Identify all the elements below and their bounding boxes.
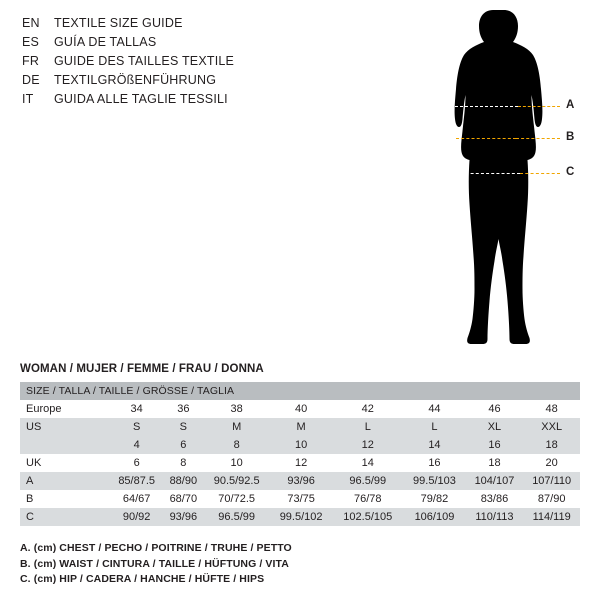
cell: 110/113 [466, 508, 524, 526]
cell: 107/110 [523, 472, 580, 490]
cell: 70/72.5 [203, 490, 270, 508]
cell: 90/92 [110, 508, 163, 526]
measure-label-a: A [566, 99, 575, 111]
cell: 93/96 [163, 508, 203, 526]
footnotes [20, 541, 580, 588]
title-row-it [22, 92, 322, 111]
measure-guide-b-body [456, 138, 516, 139]
cell: 79/82 [403, 490, 465, 508]
title-lang-en: EN [22, 16, 40, 30]
title-lang-it: IT [22, 92, 34, 106]
measure-guide-a-extend [518, 106, 560, 107]
cell: 44 [403, 400, 465, 418]
cell: 6 [110, 454, 163, 472]
figure-area [420, 8, 590, 378]
row-label: UK [20, 454, 110, 472]
cell: 68/70 [163, 490, 203, 508]
table-header-label: SIZE / TALLA / TAILLE / GRÖSSE / TAGLIA [20, 382, 580, 400]
table-row [20, 454, 580, 472]
row-label: A [20, 472, 110, 490]
cell: S [110, 418, 163, 436]
cell: XXL [523, 418, 580, 436]
row-label: US [20, 418, 110, 436]
title-row-en [22, 16, 322, 35]
cell: 76/78 [332, 490, 403, 508]
cell: 102.5/105 [332, 508, 403, 526]
title-row-es [22, 35, 322, 54]
cell: 10 [270, 436, 332, 454]
measure-guide-c-body [450, 173, 520, 174]
measure-guide-c-extend [520, 173, 560, 174]
cell: 83/86 [466, 490, 524, 508]
title-lang-de: DE [22, 73, 40, 87]
table-header-row [20, 382, 580, 400]
cell: 114/119 [523, 508, 580, 526]
cell: 8 [203, 436, 270, 454]
measure-label-b: B [566, 131, 575, 143]
title-row-fr [22, 54, 322, 73]
measure-guide-a-body [450, 106, 518, 107]
cell: 14 [332, 454, 403, 472]
cell: 48 [523, 400, 580, 418]
cell: XL [466, 418, 524, 436]
cell: 34 [110, 400, 163, 418]
cell: S [163, 418, 203, 436]
cell: M [270, 418, 332, 436]
title-lang-fr: FR [22, 54, 40, 68]
row-label: C [20, 508, 110, 526]
cell: 64/67 [110, 490, 163, 508]
cell: 106/109 [403, 508, 465, 526]
footnote-b: B. (cm) WAIST / CINTURA / TAILLE / HÜFTUNG / VITA [20, 557, 289, 570]
title-row-de [22, 73, 322, 92]
title-text-en: TEXTILE SIZE GUIDE [54, 16, 183, 30]
cell: 12 [332, 436, 403, 454]
row-label: Europe [20, 400, 110, 418]
footnote-a: A. (cm) CHEST / PECHO / POITRINE / TRUHE / PETTO [20, 542, 292, 554]
size-table [20, 382, 580, 526]
cell: 85/87.5 [110, 472, 163, 490]
row-label: B [20, 490, 110, 508]
cell: 4 [110, 436, 163, 454]
cell: 20 [523, 454, 580, 472]
female-silhouette-icon [438, 8, 548, 378]
cell: 104/107 [466, 472, 524, 490]
cell: 96.5/99 [203, 508, 270, 526]
cell: 14 [403, 436, 465, 454]
table-row [20, 400, 580, 418]
cell: 16 [466, 436, 524, 454]
title-block [22, 16, 322, 111]
cell: 18 [523, 436, 580, 454]
cell: 99.5/102 [270, 508, 332, 526]
title-text-de: TEXTILGRÖßENFÜHRUNG [54, 73, 217, 87]
footnote-c: C. (cm) HIP / CADERA / HANCHE / HÜFTE / HIPS [20, 573, 265, 585]
table-row [20, 418, 580, 436]
cell: 8 [163, 454, 203, 472]
table-row [20, 490, 580, 508]
cell: 87/90 [523, 490, 580, 508]
title-text-es: GUÍA DE TALLAS [54, 35, 157, 49]
row-label [20, 436, 110, 454]
group-label-woman: WOMAN / MUJER / FEMME / FRAU / DONNA [20, 363, 264, 375]
cell: 18 [466, 454, 524, 472]
cell: 96.5/99 [332, 472, 403, 490]
cell: 38 [203, 400, 270, 418]
cell: 6 [163, 436, 203, 454]
table-row [20, 508, 580, 526]
title-text-it: GUIDA ALLE TAGLIE TESSILI [54, 92, 228, 106]
table-row [20, 436, 580, 454]
cell: 73/75 [270, 490, 332, 508]
cell: 42 [332, 400, 403, 418]
cell: 88/90 [163, 472, 203, 490]
cell: L [403, 418, 465, 436]
cell: 46 [466, 400, 524, 418]
cell: 93/96 [270, 472, 332, 490]
title-text-fr: GUIDE DES TAILLES TEXTILE [54, 54, 235, 68]
cell: M [203, 418, 270, 436]
table-row [20, 472, 580, 490]
measure-label-c: C [566, 166, 575, 178]
cell: 40 [270, 400, 332, 418]
measure-guide-b-extend [516, 138, 560, 139]
cell: 36 [163, 400, 203, 418]
cell: 90.5/92.5 [203, 472, 270, 490]
cell: L [332, 418, 403, 436]
cell: 10 [203, 454, 270, 472]
cell: 12 [270, 454, 332, 472]
cell: 99.5/103 [403, 472, 465, 490]
cell: 16 [403, 454, 465, 472]
title-lang-es: ES [22, 35, 40, 49]
